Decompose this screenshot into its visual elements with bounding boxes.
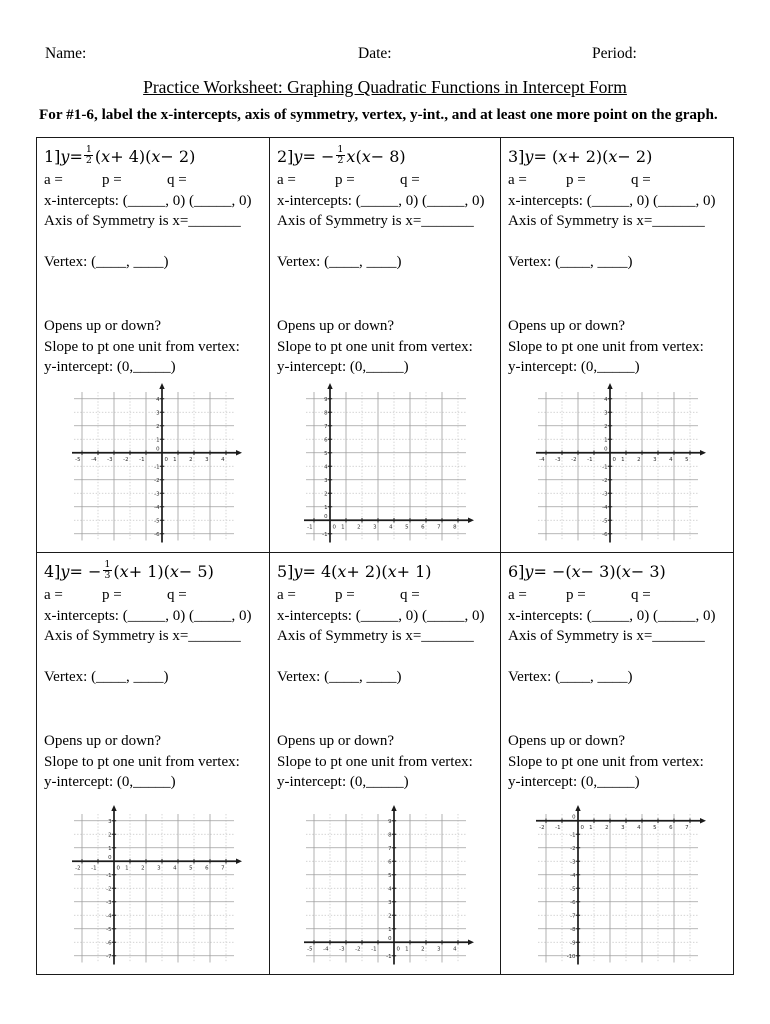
svg-text:1: 1 — [108, 845, 112, 852]
svg-text:4: 4 — [389, 523, 393, 530]
problems-table — [36, 137, 734, 975]
svg-text:4: 4 — [388, 885, 392, 892]
svg-text:-2: -2 — [355, 945, 361, 952]
svg-text:-2: -2 — [539, 824, 545, 831]
period-label: Period: — [592, 45, 637, 62]
svg-text:-10: -10 — [566, 953, 576, 960]
a-label: a = — [508, 587, 527, 603]
x-intercepts-line: x-intercepts: (_____, 0) (_____, 0) — [508, 607, 716, 624]
svg-text:0: 0 — [324, 513, 328, 520]
svg-text:-2: -2 — [570, 845, 576, 852]
opens-line: Opens up or down? — [277, 318, 395, 334]
svg-text:1: 1 — [173, 456, 177, 463]
svg-text:-3: -3 — [106, 899, 112, 906]
q-label: q = — [167, 172, 187, 188]
svg-text:-1: -1 — [602, 463, 608, 470]
axis-of-symmetry-line: Axis of Symmetry is x=_______ — [508, 628, 705, 644]
vertex-line: Vertex: (____, ____) — [44, 668, 169, 685]
svg-text:-6: -6 — [154, 531, 160, 538]
svg-text:1: 1 — [405, 945, 409, 952]
axis-of-symmetry-line: Axis of Symmetry is x=_______ — [44, 628, 241, 644]
svg-text:-4: -4 — [91, 456, 97, 463]
svg-text:-3: -3 — [154, 490, 160, 497]
a-p-q-line — [277, 585, 495, 606]
svg-text:-5: -5 — [154, 517, 160, 524]
vertex-line: Vertex: (____, ____) — [44, 253, 169, 270]
x-intercepts-line: x-intercepts: (_____, 0) (_____, 0) — [44, 192, 252, 209]
problem-cell-4 — [37, 553, 270, 974]
svg-text:-3: -3 — [570, 858, 576, 865]
graph-5 — [299, 807, 473, 970]
svg-text:1: 1 — [604, 436, 608, 443]
svg-text:-1: -1 — [154, 463, 160, 470]
svg-text:2: 2 — [156, 423, 160, 430]
svg-text:-2: -2 — [571, 456, 577, 463]
svg-text:-1: -1 — [322, 531, 328, 538]
svg-text:3: 3 — [108, 818, 112, 825]
a-p-q-line — [44, 170, 264, 191]
svg-text:5: 5 — [324, 450, 328, 457]
svg-text:-2: -2 — [154, 477, 160, 484]
opens-line: Opens up or down? — [277, 733, 395, 749]
svg-text:6: 6 — [669, 824, 673, 831]
svg-text:2: 2 — [324, 490, 328, 497]
q-label: q = — [631, 587, 651, 603]
opens-line: Opens up or down? — [44, 318, 162, 334]
svg-text:0: 0 — [580, 824, 584, 831]
svg-text:-2: -2 — [123, 456, 129, 463]
svg-text:-1: -1 — [587, 456, 593, 463]
svg-text:0: 0 — [164, 456, 168, 463]
svg-text:3: 3 — [156, 409, 160, 416]
svg-text:3: 3 — [437, 945, 441, 952]
slope-line: Slope to pt one unit from vertex: — [44, 753, 240, 770]
svg-text:-2: -2 — [106, 885, 112, 892]
svg-text:-5: -5 — [106, 926, 112, 933]
a-label: a = — [277, 587, 296, 603]
x-intercepts-line: x-intercepts: (_____, 0) (_____, 0) — [277, 607, 485, 624]
svg-text:7: 7 — [221, 864, 225, 871]
svg-text:-3: -3 — [602, 490, 608, 497]
svg-text:7: 7 — [388, 845, 392, 852]
svg-text:0: 0 — [612, 456, 616, 463]
a-p-q-line — [44, 585, 264, 606]
q-label: q = — [400, 587, 420, 603]
svg-text:1: 1 — [156, 436, 160, 443]
a-label: a = — [277, 172, 296, 188]
svg-text:7: 7 — [685, 824, 689, 831]
svg-text:-6: -6 — [602, 531, 608, 538]
svg-text:-5: -5 — [75, 456, 81, 463]
svg-text:-4: -4 — [154, 504, 160, 511]
problem-cell-1 — [37, 138, 270, 553]
svg-text:4: 4 — [453, 945, 457, 952]
svg-text:-2: -2 — [602, 477, 608, 484]
problem-cell-3 — [501, 138, 733, 553]
svg-text:9: 9 — [324, 396, 328, 403]
svg-text:-4: -4 — [570, 872, 576, 879]
vertex-line: Vertex: (____, ____) — [277, 668, 402, 685]
slope-line: Slope to pt one unit from vertex: — [277, 753, 473, 770]
svg-text:4: 4 — [156, 396, 160, 403]
svg-text:-5: -5 — [602, 517, 608, 524]
a-label: a = — [508, 172, 527, 188]
svg-text:-1: -1 — [106, 872, 112, 879]
y-intercept-line: y-intercept: (0,_____) — [508, 359, 640, 375]
svg-text:0: 0 — [572, 813, 576, 820]
axis-of-symmetry-line: Axis of Symmetry is x=_______ — [277, 213, 474, 229]
vertex-line: Vertex: (____, ____) — [508, 253, 633, 270]
svg-text:0: 0 — [108, 854, 112, 861]
svg-text:3: 3 — [373, 523, 377, 530]
vertex-line: Vertex: (____, ____) — [508, 668, 633, 685]
y-intercept-line: y-intercept: (0,_____) — [508, 774, 640, 790]
svg-text:-5: -5 — [307, 945, 313, 952]
svg-text:3: 3 — [324, 477, 328, 484]
q-label: q = — [631, 172, 651, 188]
problem-1-equation: 1] y = $\frac{1}{2}$ ( x + 4)( x − 2) — [44, 143, 196, 166]
svg-text:-3: -3 — [339, 945, 345, 952]
problem-cell-5 — [270, 553, 501, 974]
date-label: Date: — [358, 45, 392, 62]
vertex-line: Vertex: (____, ____) — [277, 253, 402, 270]
svg-text:-8: -8 — [570, 926, 576, 933]
p-label: p = — [335, 172, 355, 188]
worksheet-title: Practice Worksheet: Graphing Quadratic Functions in Intercept Form — [143, 77, 627, 97]
x-intercepts-line: x-intercepts: (_____, 0) (_____, 0) — [277, 192, 485, 209]
svg-text:-1: -1 — [139, 456, 145, 463]
svg-text:-1: -1 — [371, 945, 377, 952]
p-label: p = — [102, 587, 122, 603]
graph-3 — [531, 385, 705, 548]
p-label: p = — [566, 587, 586, 603]
opens-line: Opens up or down? — [508, 318, 626, 334]
y-intercept-line: y-intercept: (0,_____) — [44, 774, 176, 790]
svg-text:3: 3 — [621, 824, 625, 831]
svg-text:2: 2 — [605, 824, 609, 831]
svg-text:6: 6 — [324, 436, 328, 443]
svg-text:2: 2 — [189, 456, 193, 463]
q-label: q = — [167, 587, 187, 603]
svg-text:4: 4 — [604, 396, 608, 403]
a-label: a = — [44, 587, 63, 603]
x-intercepts-line: x-intercepts: (_____, 0) (_____, 0) — [508, 192, 716, 209]
svg-text:-1: -1 — [570, 831, 576, 838]
svg-text:6: 6 — [205, 864, 209, 871]
svg-text:5: 5 — [653, 824, 657, 831]
a-p-q-line — [508, 170, 728, 191]
slope-line: Slope to pt one unit from vertex: — [277, 338, 473, 355]
svg-text:6: 6 — [421, 523, 425, 530]
problem-6-equation: 6] y = −( x − 3)( x − 3) — [508, 562, 666, 581]
svg-text:2: 2 — [637, 456, 641, 463]
axis-of-symmetry-line: Axis of Symmetry is x=_______ — [44, 213, 241, 229]
svg-text:8: 8 — [388, 831, 392, 838]
svg-text:3: 3 — [653, 456, 657, 463]
svg-text:0: 0 — [396, 945, 400, 952]
svg-text:8: 8 — [324, 409, 328, 416]
svg-text:2: 2 — [388, 912, 392, 919]
problem-cell-6 — [501, 553, 733, 974]
graph-1 — [67, 385, 241, 548]
svg-text:-1: -1 — [386, 953, 392, 960]
opens-line: Opens up or down? — [508, 733, 626, 749]
p-label: p = — [335, 587, 355, 603]
svg-text:0: 0 — [156, 445, 160, 452]
svg-text:2: 2 — [421, 945, 425, 952]
svg-text:-1: -1 — [307, 523, 313, 530]
svg-text:7: 7 — [324, 423, 328, 430]
svg-text:9: 9 — [388, 818, 392, 825]
svg-text:2: 2 — [108, 831, 112, 838]
axis-of-symmetry-line: Axis of Symmetry is x=_______ — [508, 213, 705, 229]
svg-text:5: 5 — [388, 872, 392, 879]
svg-text:1: 1 — [125, 864, 129, 871]
slope-line: Slope to pt one unit from vertex: — [508, 338, 704, 355]
svg-text:5: 5 — [685, 456, 689, 463]
q-label: q = — [400, 172, 420, 188]
svg-text:-2: -2 — [75, 864, 81, 871]
svg-text:3: 3 — [604, 409, 608, 416]
svg-text:4: 4 — [669, 456, 673, 463]
svg-text:2: 2 — [357, 523, 361, 530]
graph-6 — [531, 807, 705, 970]
problem-4-equation: 4] y = − $\frac{1}{3}$ ( x + 1)( x − 5) — [44, 558, 214, 581]
slope-line: Slope to pt one unit from vertex: — [44, 338, 240, 355]
svg-text:1: 1 — [589, 824, 593, 831]
slope-line: Slope to pt one unit from vertex: — [508, 753, 704, 770]
graph-4 — [67, 807, 241, 970]
svg-text:6: 6 — [388, 858, 392, 865]
svg-text:1: 1 — [341, 523, 345, 530]
problem-5-equation: 5] y = 4( x + 2)( x + 1) — [277, 562, 432, 581]
svg-text:3: 3 — [157, 864, 161, 871]
svg-text:3: 3 — [205, 456, 209, 463]
svg-text:-1: -1 — [555, 824, 561, 831]
svg-text:-6: -6 — [106, 939, 112, 946]
svg-text:4: 4 — [221, 456, 225, 463]
svg-text:-5: -5 — [570, 885, 576, 892]
svg-text:-3: -3 — [107, 456, 113, 463]
y-intercept-line: y-intercept: (0,_____) — [44, 359, 176, 375]
problem-cell-2 — [270, 138, 501, 553]
y-intercept-line: y-intercept: (0,_____) — [277, 774, 409, 790]
svg-text:1: 1 — [621, 456, 625, 463]
a-p-q-line — [277, 170, 495, 191]
a-label: a = — [44, 172, 63, 188]
svg-text:0: 0 — [604, 445, 608, 452]
graph-2 — [299, 385, 473, 548]
svg-text:0: 0 — [388, 935, 392, 942]
name-label: Name: — [45, 45, 87, 62]
svg-text:-1: -1 — [91, 864, 97, 871]
svg-text:4: 4 — [637, 824, 641, 831]
opens-line: Opens up or down? — [44, 733, 162, 749]
svg-text:-4: -4 — [106, 912, 112, 919]
svg-text:0: 0 — [116, 864, 120, 871]
svg-text:0: 0 — [332, 523, 336, 530]
svg-text:-7: -7 — [106, 953, 112, 960]
svg-text:-9: -9 — [570, 939, 576, 946]
instructions-text: For #1-6, label the x-intercepts, axis of symmetry, vertex, y-int., and at least one more point on the graph. — [39, 106, 718, 123]
p-label: p = — [102, 172, 122, 188]
y-intercept-line: y-intercept: (0,_____) — [277, 359, 409, 375]
svg-text:2: 2 — [141, 864, 145, 871]
svg-text:-7: -7 — [570, 912, 576, 919]
svg-text:1: 1 — [388, 926, 392, 933]
p-label: p = — [566, 172, 586, 188]
svg-text:2: 2 — [604, 423, 608, 430]
svg-text:5: 5 — [189, 864, 193, 871]
svg-text:4: 4 — [324, 463, 328, 470]
a-p-q-line — [508, 585, 728, 606]
svg-text:7: 7 — [437, 523, 441, 530]
svg-text:-4: -4 — [602, 504, 608, 511]
svg-text:-4: -4 — [539, 456, 545, 463]
svg-text:4: 4 — [173, 864, 177, 871]
svg-text:-4: -4 — [323, 945, 329, 952]
svg-text:8: 8 — [453, 523, 457, 530]
problem-2-equation: 2] y = − $\frac{1}{2}$ x ( x − 8) — [277, 143, 406, 166]
svg-text:1: 1 — [324, 504, 328, 511]
svg-text:-6: -6 — [570, 899, 576, 906]
problem-3-equation: 3] y = ( x + 2)( x − 2) — [508, 147, 653, 166]
svg-text:-3: -3 — [555, 456, 561, 463]
axis-of-symmetry-line: Axis of Symmetry is x=_______ — [277, 628, 474, 644]
svg-text:5: 5 — [405, 523, 409, 530]
x-intercepts-line: x-intercepts: (_____, 0) (_____, 0) — [44, 607, 252, 624]
svg-text:3: 3 — [388, 899, 392, 906]
